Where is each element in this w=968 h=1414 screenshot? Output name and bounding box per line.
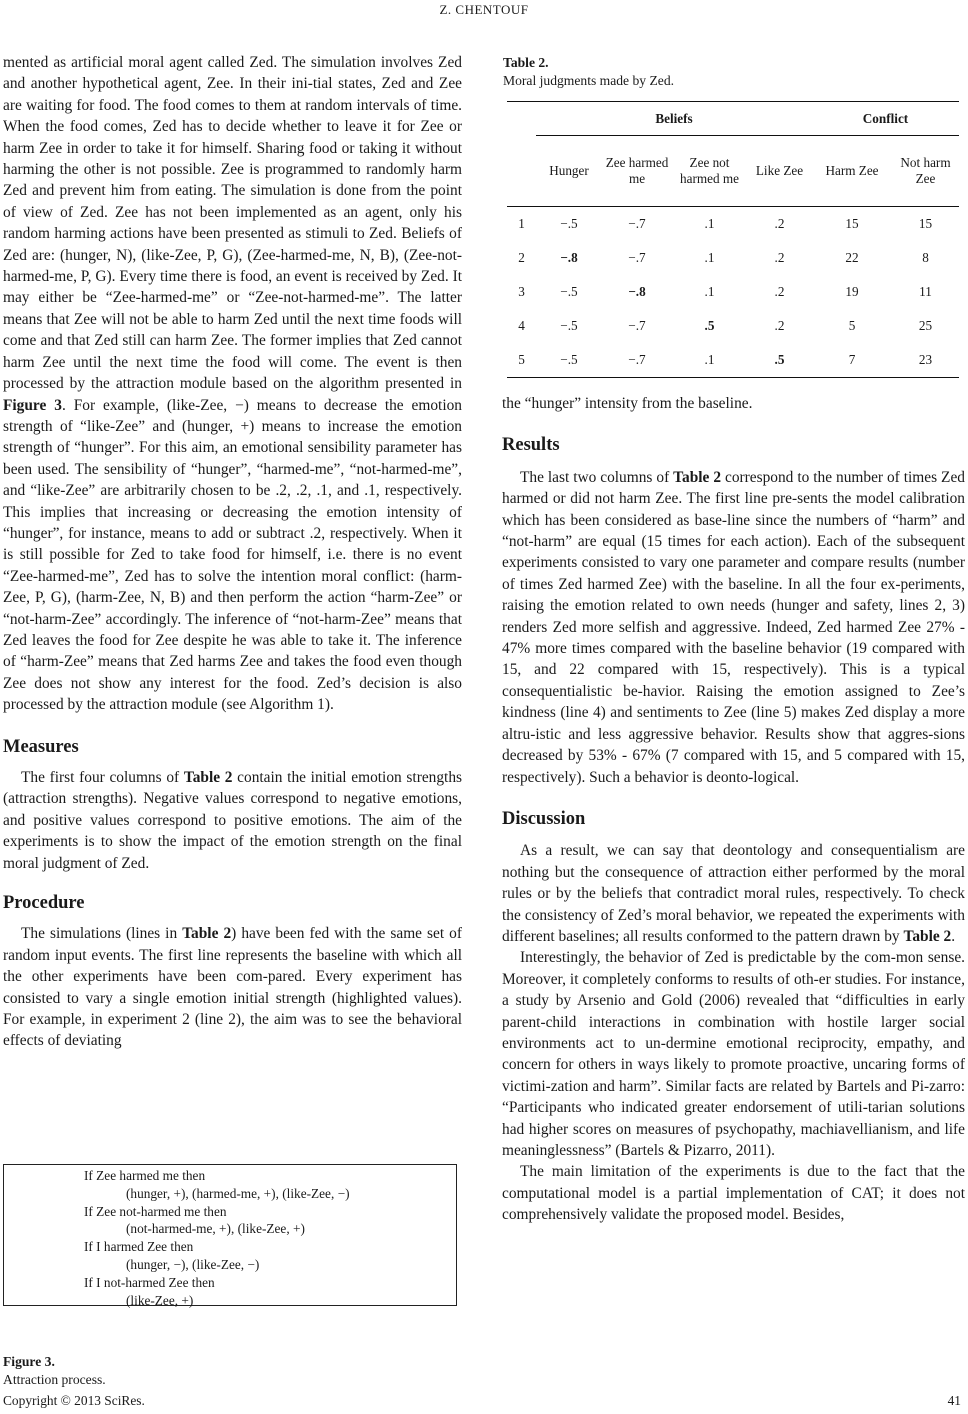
cell-like-zee-highlighted: .5 <box>747 343 812 378</box>
cell-zee-not-harmed-me: .1 <box>704 250 715 265</box>
discussion-heading: Discussion <box>502 808 586 829</box>
cell-not-harm-zee: 25 <box>918 318 933 333</box>
column-header: Not harm Zee <box>892 136 959 207</box>
results-heading: Results <box>502 435 560 456</box>
column-header: Zee not harmed me <box>672 136 747 207</box>
table-reference: Table 2 <box>673 468 722 486</box>
row-number: 1 <box>518 216 525 231</box>
figure-3-box <box>3 1164 457 1306</box>
paragraph-text: The last two columns of <box>520 468 674 486</box>
row-number: 3 <box>518 284 525 299</box>
paragraph-discussion-2: Interestingly, the behavior of Zed is predictable by the com-mon sense. Moreover, it completely conforms to results of oth-er studies. For instance, a study by Arsenio and Gold (2006) revealed that “difficulties in early parent-child interactions in combination with hostile larger social environments act to un-dermine emotional reciprocity, empathy, and concern for others in ways likely to promote proactive, uncaring forms of victimi-zation and harm”. Similar facts are related by Bartels and Pi-zarro: “Participants who indicated greater endorsement of utili-tarian solutions had higher scores on measures of psychopathy, machiavellianism, and life meaninglessness” (Bartels & Pizarro, 2011). <box>502 949 965 1159</box>
figure-caption-title: Figure 3. <box>3 1354 55 1369</box>
table-row <box>507 241 959 275</box>
table-group-header-row <box>507 102 959 136</box>
table-2 <box>507 101 959 378</box>
procedure-heading: Procedure <box>3 893 85 914</box>
cell-like-zee: .2 <box>774 216 785 231</box>
paragraph-discussion-1 <box>502 840 965 947</box>
cell-like-zee: .2 <box>774 250 785 265</box>
cell-zee-not-harmed-me-highlighted: .5 <box>704 318 715 333</box>
cell-harm-zee: 22 <box>845 250 859 265</box>
paragraph-text: As a result, we can say that deontology and consequentialism are nothing but the consequence of attraction either performed by the moral rules or by the beliefs that contradict moral rules, respectively. To check the consistency of Zed’s moral behavior, we repeated the experiments with different baselines; all results conformed to the pattern drawn by <box>502 842 965 945</box>
cell-harm-zee: 7 <box>812 343 892 378</box>
cell-hunger: −.5 <box>560 284 578 299</box>
paragraph-text: The simulations (lines in <box>21 925 183 943</box>
cell-zee-harmed-me: −.7 <box>602 343 672 378</box>
table-reference: Table 2 <box>183 769 233 786</box>
cell-hunger: −.5 <box>560 216 578 231</box>
cell-not-harm-zee: 23 <box>892 343 959 378</box>
column-header: Zee harmed me <box>602 136 672 207</box>
measures-heading: Measures <box>3 736 79 757</box>
cell-zee-harmed-me-highlighted: −.8 <box>628 284 646 299</box>
table-row <box>507 275 959 309</box>
table-row <box>507 309 959 343</box>
cell-hunger: −.5 <box>560 318 578 333</box>
figure-caption-text: Attraction process. <box>3 1372 106 1387</box>
cell-like-zee: .2 <box>774 318 785 333</box>
paragraph-discussion-3: The main limitation of the experiments is due to the fact that the computational model is a partial implementation of CAT; it does not comprehensively validate the proposed model. Besides, <box>502 1163 965 1224</box>
paragraph-text: mented as artificial moral agent called Zed. The simulation involves Zed and another hypothetical agent, Zee. In their ini-tial states, Zed and Zee are waiting for food. The food comes to them at random intervals of time. When the food comes, Zed has to decide whether to leave it for Zee or harm Zee in order to take it for himself. Sharing food or taking it without harming the other is not possible. Zee is programmed to randomly harm Zed and prevent him from eating. The simulation is done from the point of view of Zed. Zee has not been implemented as an agent, only his random harming actions have been presented as stimuli to Zed. Beliefs of Zed are: (hunger, N), (like-Zee, P, G), (Zee-harmed-me, N, B), (Zee-not-harmed-me, P, G). Every time there is food, an event is received by Zed. It may either be “Zee-harmed-me” or “Zee-not-harmed-me”. The latter means that Zee will not be able to harm Zed until the next time foods will come and that Zed still can harm Zee. The former implies that Zed cannot harm Zee until the next time the food will come. The event is then processed by the attraction module based on the algorithm presented in <box>3 54 462 393</box>
figure-line: If Zee harmed me then <box>84 1168 206 1183</box>
copyright-footer: Copyright © 2013 SciRes. <box>3 1393 145 1408</box>
paragraph-text: ) have been fed with the same set of random input events. The first line represents the baseline with which all the other experiments have been com-pared. Every experiment has consisted to vary a single emotion initial strength (highlighted values). For example, in experiment 2 (line 2), the aim was to see the behavioral effects of deviating <box>3 925 462 1050</box>
column-header: Like Zee <box>747 136 812 207</box>
cell-not-harm-zee: 8 <box>922 250 929 265</box>
figure-line: If Zee not-harmed me then <box>84 1203 227 1219</box>
cell-zee-harmed-me: −.7 <box>628 216 646 231</box>
table-reference: Table 2 <box>182 925 232 943</box>
table-caption-text: Moral judgments made by Zed. <box>503 73 675 88</box>
table-caption-title: Table 2. <box>503 55 549 70</box>
cell-not-harm-zee: 15 <box>918 216 933 231</box>
figure-line: If I not-harmed Zee then <box>84 1274 215 1290</box>
column-header: Harm Zee <box>812 136 892 207</box>
figure-reference: Figure 3 <box>3 396 62 414</box>
paragraph-measures <box>3 767 462 874</box>
cell-zee-harmed-me: −.7 <box>628 318 646 333</box>
page-number: 41 <box>947 1393 961 1408</box>
right-column <box>502 393 965 1226</box>
cell-zee-not-harmed-me: .1 <box>672 343 747 378</box>
paragraph-procedure <box>3 923 462 1051</box>
paragraph-text: . For example, (like-Zee, −) means to decrease the emotion strength of “like-Zee” and (hunger, +) means to increase the emotion strength of “hunger”. For this aim, an emotional sensibility parameter has been used. The sensibility of “hunger”, “harmed-me”, “not-harmed-me”, and “like-Zee” are arbitrarily chosen to be .2, .2, .1, and .1, respectively. This implies that increasing or decreasing the emotion intensity of “hunger”, for instance, means to add or subtract .2, respectively. When it is still possible for Zed to take food for himself, i.e. there is no event “Zee-harmed-me”, Zed has to solve the intention moral conflict: (harm-Zee, P, G), (harm-Zee, N, B) and then perform the action “harm-Zee” or “not-harm-Zee” accordingly. The inference of “not-harm-Zee” means that Zed leaves the food for Zee despite he was able to take it. The inference of “harm-Zee” means that Zed harms Zee and takes the food even though Zee does not show any interest for the food. Zed’s decision is also processed by the attraction module (see Algorithm 1). <box>3 396 462 714</box>
cell-like-zee: .2 <box>774 284 785 299</box>
group-header-conflict: Conflict <box>812 102 959 136</box>
running-head: Z. CHENTOUF <box>439 2 529 17</box>
cell-hunger: −.5 <box>536 343 602 378</box>
row-number: 4 <box>518 318 525 333</box>
cell-harm-zee: 5 <box>848 318 856 333</box>
row-number: 5 <box>507 343 536 378</box>
column-header: Hunger <box>536 136 602 207</box>
figure-line: (like-Zee, +) <box>126 1292 194 1308</box>
cell-not-harm-zee: 11 <box>919 284 932 299</box>
figure-caption <box>3 1353 106 1389</box>
cell-harm-zee: 15 <box>845 216 859 231</box>
figure-line: If I harmed Zee then <box>84 1239 194 1255</box>
cell-zee-not-harmed-me: .1 <box>704 284 715 299</box>
table-caption <box>503 54 674 90</box>
cell-hunger-highlighted: −.8 <box>560 250 578 265</box>
paragraph-results <box>502 467 965 788</box>
paragraph-text: . <box>951 927 956 945</box>
paragraph-text: correspond to the number of times Zed harmed or did not harm Zee. The first line pre-sents the model calibration which has been considered as base-line since the numbers of “harm” and “not-harm” are equal (15 times for each action). Each of the subsequent experiments consisted to vary one parameter and compare results (number of times Zed harmed Zee) with the baseline. In all the four ex-periments, raising the emotion related to own needs (hunger and safety, lines 2, 3) renders Zed more selfish and aggressive. Indeed, Zed harmed Zee 27% - 47% more times compared with the baseline behavior (19 compared with 15, and 22 compared with 15, respectively). This is a typical consequentialistic be-havior. Raising the emotion assigned to Zee’s kindness (line 4) and sentiments to Zee (line 5) makes Zed display a more altru-istic and less aggressive behavior. Results show that aggres-sions decreased by 53% - 67% (7 compared with 15, and 5 compared with 15, respectively). Such a behavior is deonto-logical. <box>502 468 965 786</box>
row-number: 2 <box>518 250 525 265</box>
table-row <box>507 343 959 378</box>
figure-line: (hunger, −), (like-Zee, −) <box>126 1256 260 1272</box>
cell-zee-not-harmed-me: .1 <box>704 216 715 231</box>
paragraph-simulation <box>3 52 462 716</box>
table-header-row <box>507 136 959 207</box>
table-row <box>507 207 959 242</box>
paragraph-text: contain the initial emotion strengths (attraction strengths). Negative values correspond to negative emotions, and positive values correspond to positive emotions. The aim of the experiments is to show the impact of the emotion strength on the final moral judgment of Zed. <box>3 769 462 872</box>
paragraph-text: The first four columns of <box>21 769 184 786</box>
left-column <box>3 52 462 1052</box>
cell-harm-zee: 19 <box>845 284 859 299</box>
group-header-beliefs: Beliefs <box>536 102 812 136</box>
table-reference: Table 2 <box>903 927 952 945</box>
figure-line: (hunger, +), (harmed-me, +), (like-Zee, −) <box>126 1185 350 1201</box>
cell-zee-harmed-me: −.7 <box>628 250 646 265</box>
paragraph-continuation: the “hunger” intensity from the baseline. <box>502 395 753 412</box>
figure-line: (not-harmed-me, +), (like-Zee, +) <box>126 1221 305 1237</box>
